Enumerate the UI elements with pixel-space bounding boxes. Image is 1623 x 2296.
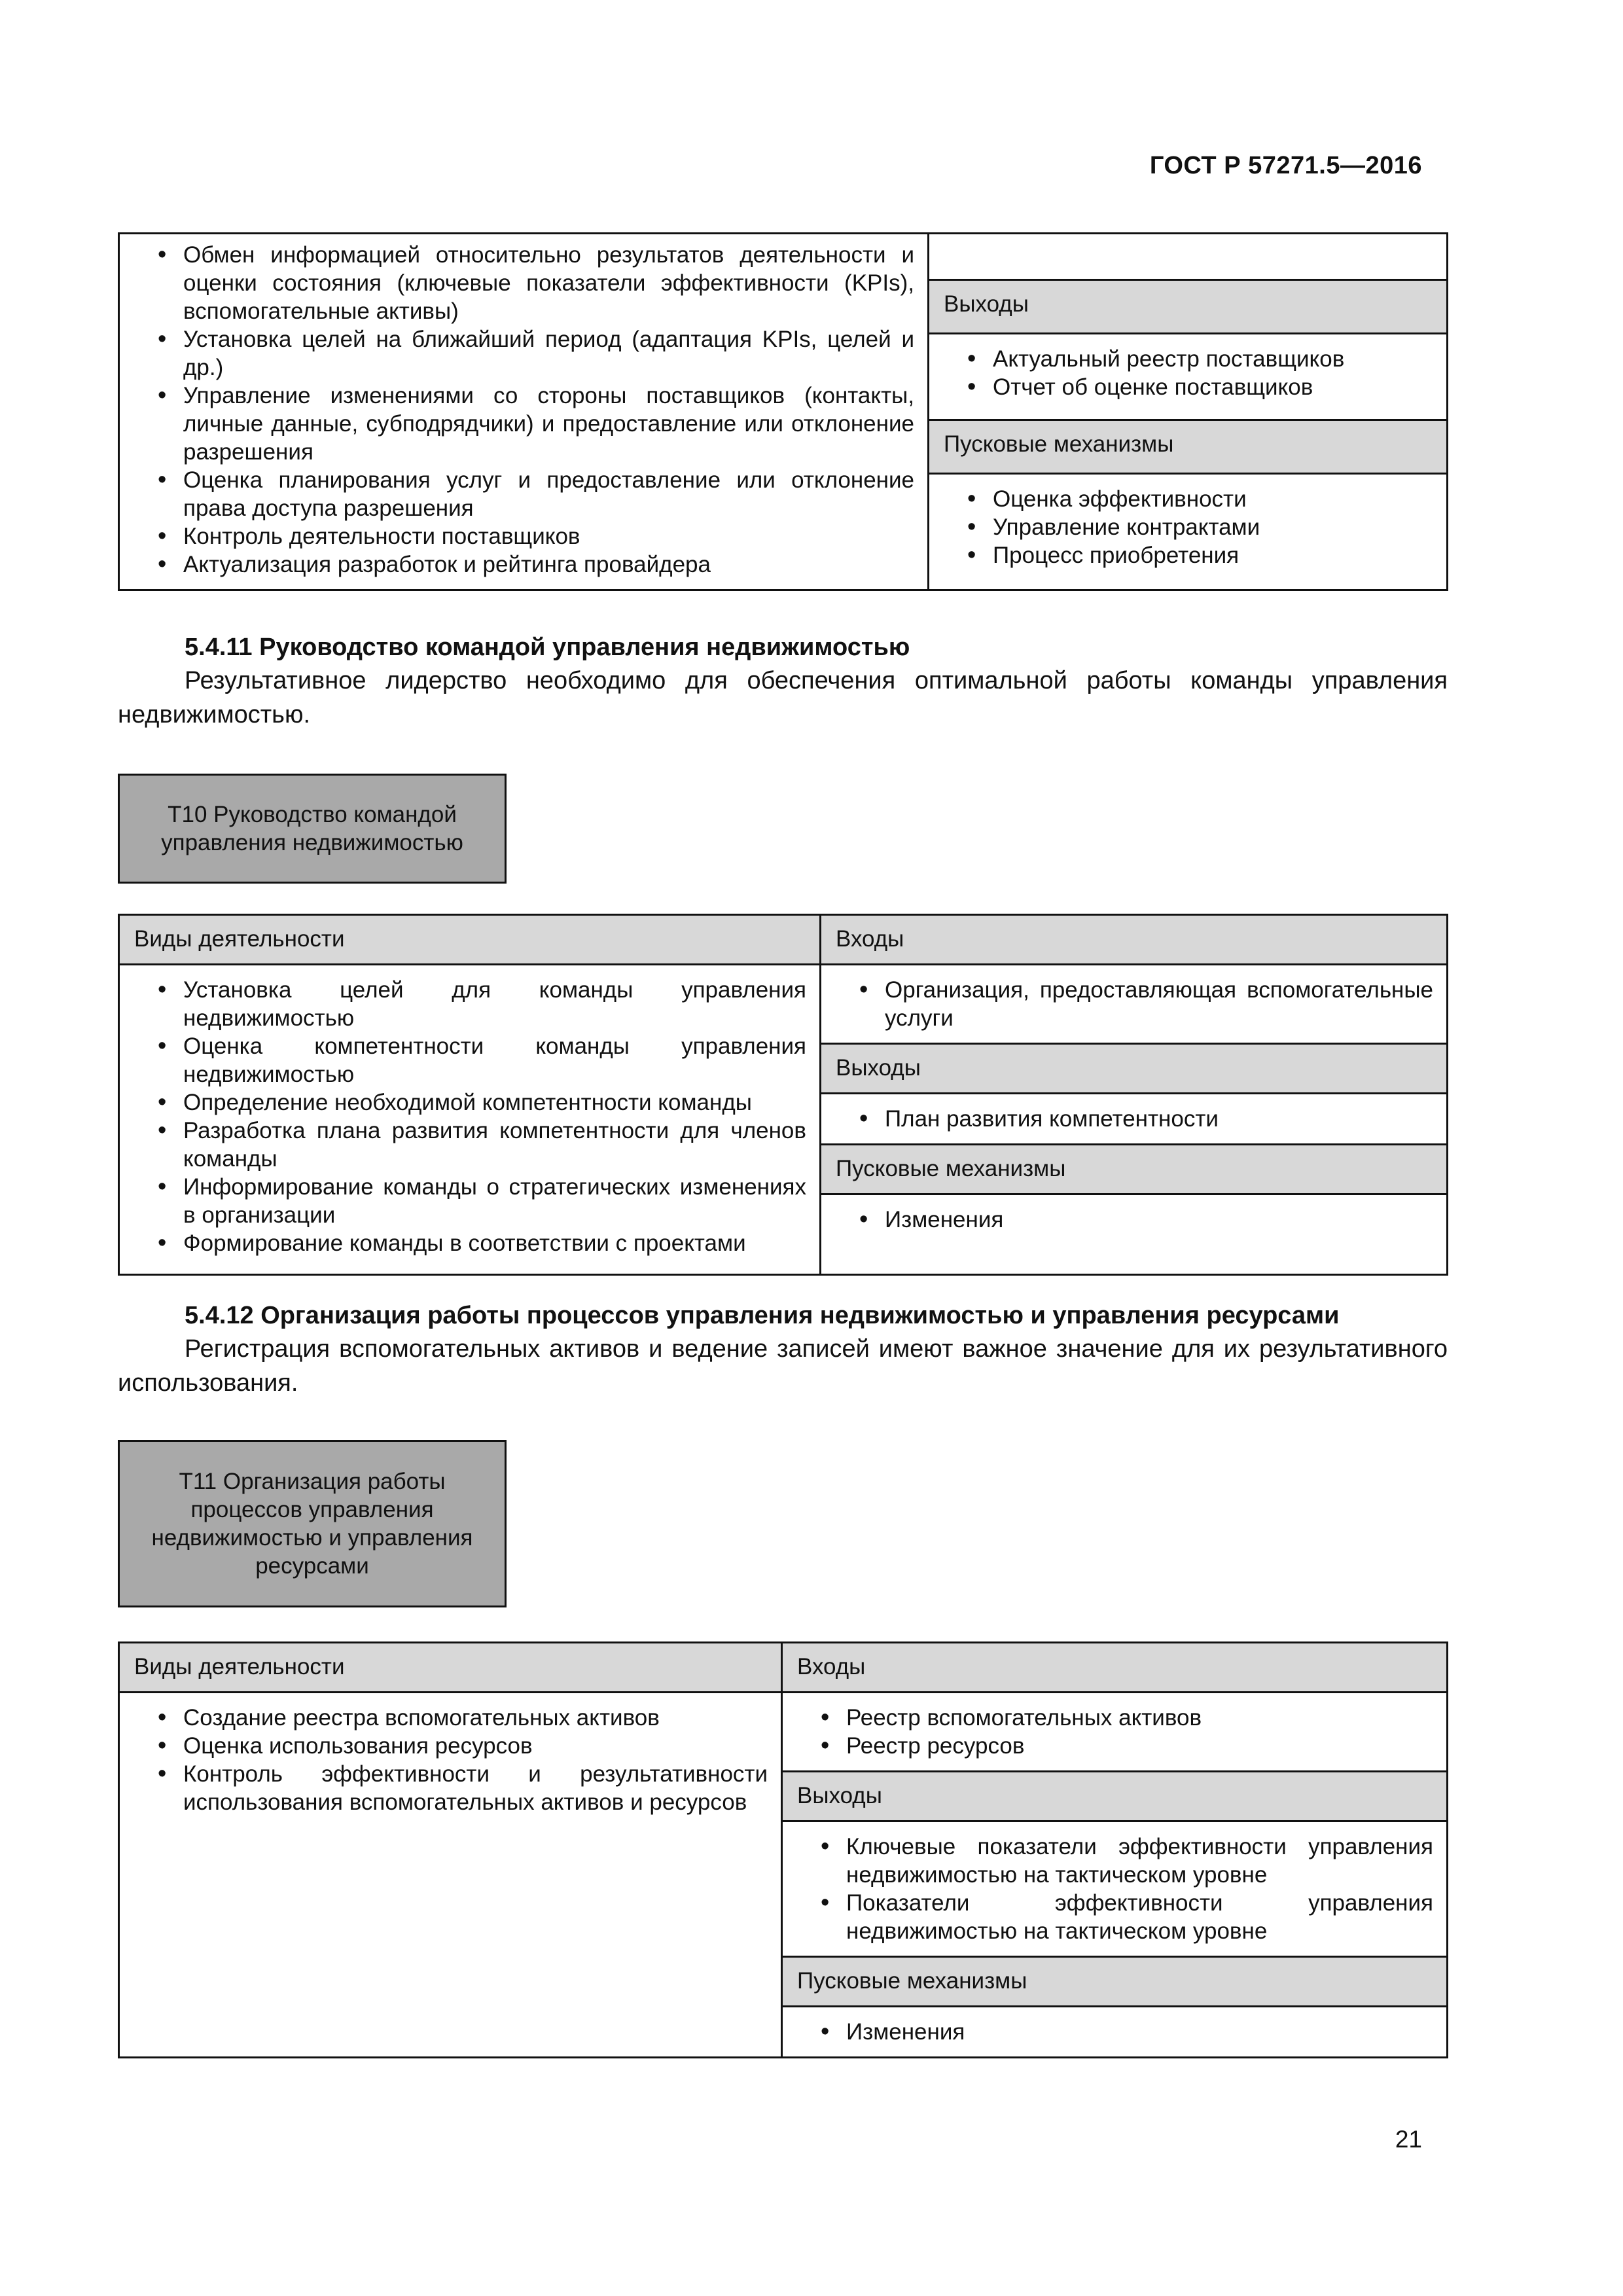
section-paragraph-5-4-11: Результативное лидерство необходимо для обеспечения оптимальной работы команды управления недвижимостью.: [118, 667, 1448, 728]
t11-activities-header: Виды деятельности: [119, 1643, 782, 1693]
t11-triggers-cell: [782, 2007, 1448, 2058]
list-item: • Оценка планирования услуг и предоставление или отклонение права доступа разрешения: [134, 466, 914, 522]
document-code: ГОСТ Р 57271.5—2016: [1149, 152, 1422, 179]
t10-inputs-header: Входы: [821, 915, 1448, 965]
section-paragraph-5-4-12: Регистрация вспомогательных активов и ведение записей имеют важное значение для их результативного использования.: [118, 1335, 1448, 1397]
list-item: • Изменения: [836, 1206, 1433, 1234]
list-item: • Разработка плана развития компетентности для членов команды: [134, 1117, 806, 1173]
list-item: • Управление контрактами: [944, 513, 1433, 541]
t11-process-box: [118, 1440, 507, 1607]
t10-process-box: [118, 774, 507, 884]
list-item: • Реестр ресурсов: [797, 1732, 1433, 1760]
t9-outputs-header: Выходы: [929, 280, 1448, 334]
list-item: • План развития компетентности: [836, 1105, 1433, 1133]
t9-activities-cell: [119, 234, 929, 590]
list-item: • Процесс приобретения: [944, 541, 1433, 569]
list-item: • Создание реестра вспомогательных активов: [134, 1704, 768, 1732]
list-item: • Ключевые показатели эффективности управления недвижимостью на тактическом уровне: [797, 1833, 1433, 1889]
list-item: • Оценка использования ресурсов: [134, 1732, 768, 1760]
list-item: • Актуализация разработок и рейтинга провайдера: [134, 550, 914, 579]
t9-triggers-header: Пусковые механизмы: [929, 420, 1448, 473]
t9-triggers-cell: [929, 474, 1448, 590]
t10-outputs-cell: [821, 1094, 1448, 1145]
list-item: • Изменения: [797, 2018, 1433, 2046]
t10-outputs-header: Выходы: [821, 1044, 1448, 1094]
t11-outputs-header: Выходы: [782, 1772, 1448, 1821]
section-heading-5-4-11: 5.4.11 Руководство командой управления недвижимостью: [185, 634, 910, 661]
t11-box-label: Т11 Организация работы процессов управления недвижимостью и управления ресурсами: [151, 1469, 473, 1579]
list-item: • Отчет об оценке поставщиков: [944, 373, 1433, 401]
list-item: • Обмен информацией относительно результатов деятельности и оценки состояния (ключевые показатели эффективности (KPIs), вспомогательные активы): [134, 241, 914, 325]
t11-triggers-header: Пусковые механизмы: [782, 1957, 1448, 2007]
list-item: • Актуальный реестр поставщиков: [944, 345, 1433, 373]
list-item: • Оценка эффективности: [944, 485, 1433, 513]
t10-triggers-cell: [821, 1194, 1448, 1275]
list-item: • Информирование команды о стратегических изменениях в организации: [134, 1173, 806, 1229]
list-item: • Контроль эффективности и результативности использования вспомогательных активов и ресурсов: [134, 1760, 768, 1816]
list-item: • Организация, предоставляющая вспомогательные услуги: [836, 976, 1433, 1032]
list-item: • Определение необходимой компетентности команды: [134, 1088, 806, 1117]
list-item: • Управление изменениями со стороны поставщиков (контакты, личные данные, субподрядчики) и предоставление или отклонение разрешения: [134, 382, 914, 466]
list-item: • Формирование команды в соответствии с проектами: [134, 1229, 806, 1257]
page-number: 21: [1395, 2126, 1422, 2153]
t10-triggers-header: Пусковые механизмы: [821, 1145, 1448, 1194]
t10-inputs-cell: [821, 965, 1448, 1044]
t10-activities-header: Виды деятельности: [119, 915, 821, 965]
t9-blank-cell: [929, 234, 1448, 280]
t11-activities-cell: [119, 1693, 782, 2058]
t10-box-label: Т10 Руководство командой управления недвижимостью: [161, 802, 463, 855]
list-item: • Контроль деятельности поставщиков: [134, 522, 914, 550]
t10-activities-cell: [119, 965, 821, 1275]
t11-inputs-header: Входы: [782, 1643, 1448, 1693]
section-heading-5-4-12: 5.4.12 Организация работы процессов управления недвижимостью и управления ресурсами: [185, 1302, 1340, 1329]
list-item: • Установка целей для команды управления недвижимостью: [134, 976, 806, 1032]
list-item: • Установка целей на ближайший период (адаптация KPIs, целей и др.): [134, 325, 914, 382]
t11-outputs-cell: [782, 1821, 1448, 1957]
table-t9-continuation: [118, 232, 1448, 591]
list-item: • Показатели эффективности управления недвижимостью на тактическом уровне: [797, 1889, 1433, 1945]
t9-outputs-cell: [929, 334, 1448, 420]
table-t10: [118, 914, 1448, 1276]
list-item: • Оценка компетентности команды управления недвижимостью: [134, 1032, 806, 1088]
list-item: • Реестр вспомогательных активов: [797, 1704, 1433, 1732]
table-t11: [118, 1641, 1448, 2058]
t11-inputs-cell: [782, 1693, 1448, 1772]
